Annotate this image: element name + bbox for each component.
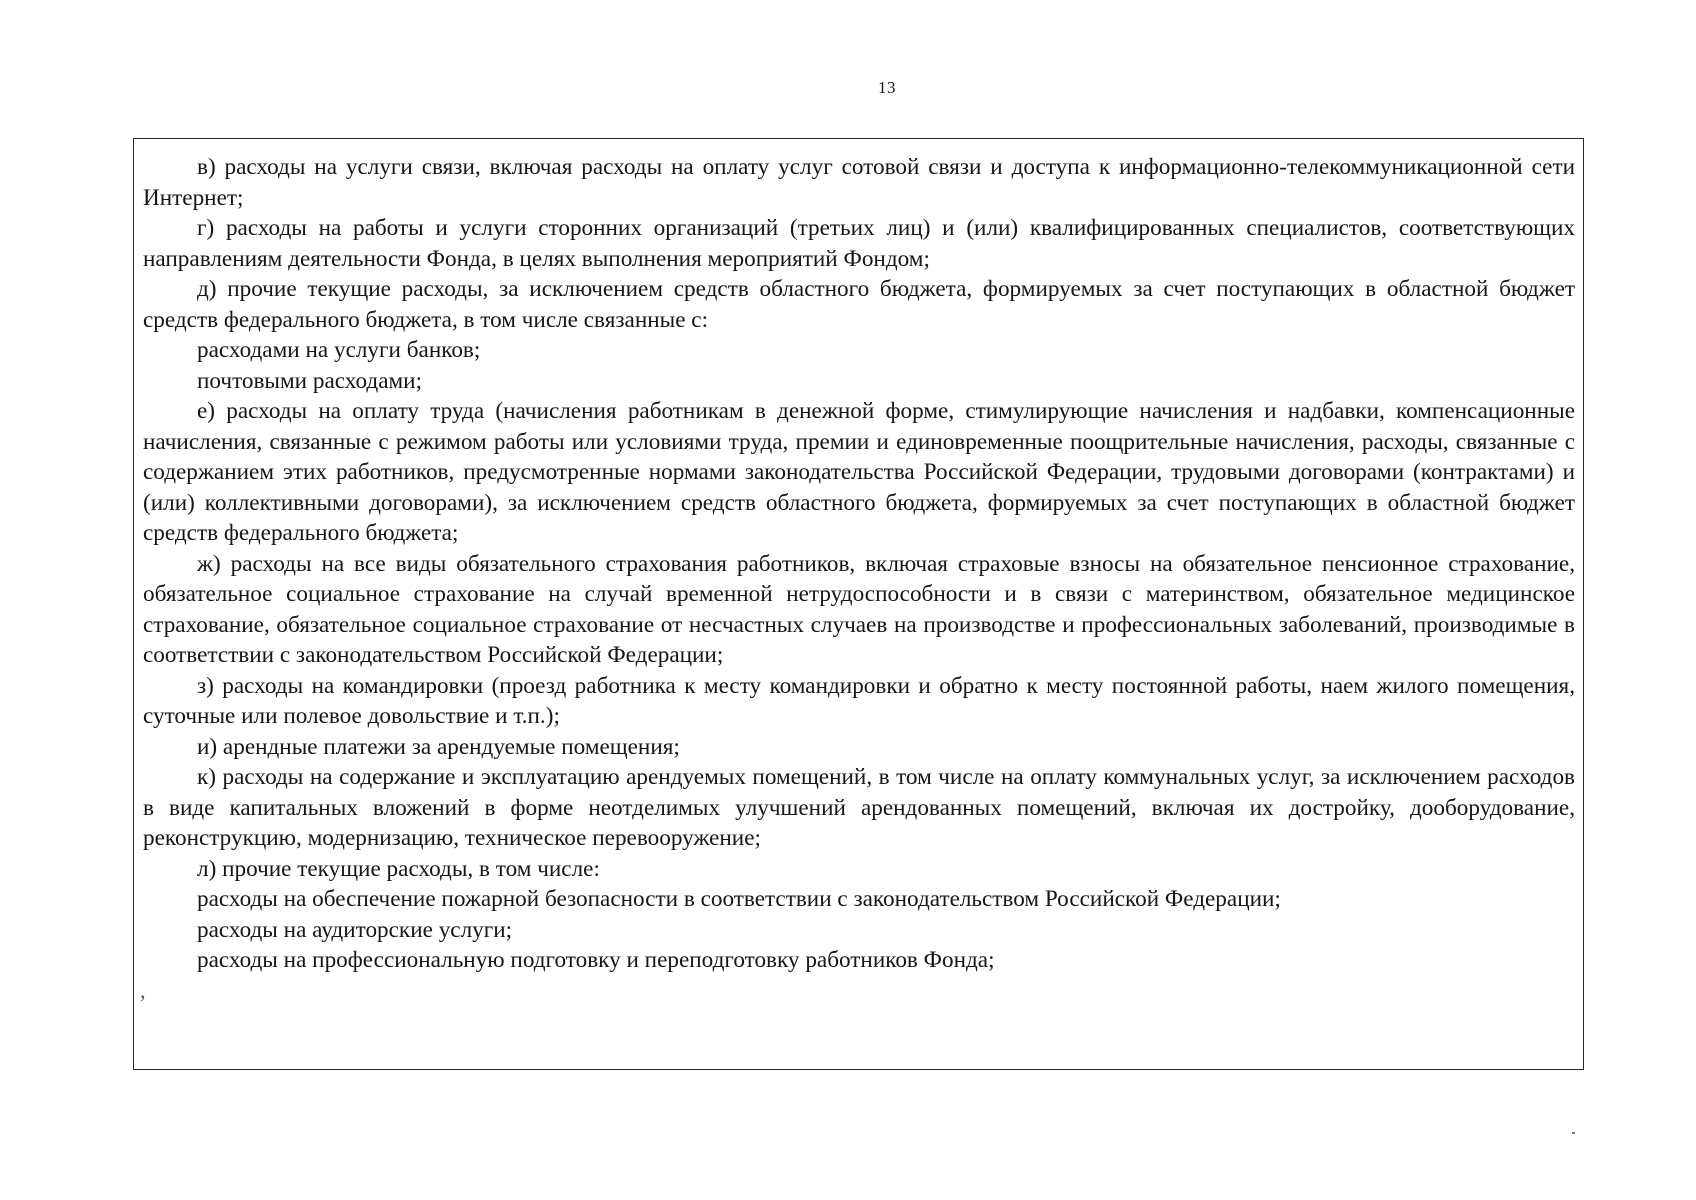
- paragraph-k: к) расходы на содержание и эксплуатацию арендуемых помещений, в том числе на оплату коммунальных услуг, за исключением расходов в виде капитальных вложений в форме неотделимых улучшений арендованных помещений, включая их достройку, дооборудование, реконструкцию, модернизацию, техническое перевооружение;: [143, 764, 1575, 851]
- list-item-banks: расходами на услуги банков;: [197, 337, 481, 363]
- scan-mark: ‚: [139, 978, 147, 1003]
- paragraph-v: в) расходы на услуги связи, включая расходы на оплату услуг сотовой связи и доступа к информационно-телекоммуникационной сети Интернет;: [143, 154, 1575, 211]
- list-item-training: расходы на профессиональную подготовку и переподготовку работников Фонда;: [197, 947, 995, 973]
- list-item-fire-safety: расходы на обеспечение пожарной безопасности в соответствии с законодательством Российской Федерации;: [197, 886, 1281, 912]
- paragraph-e: е) расходы на оплату труда (начисления работникам в денежной форме, стимулирующие начисления и надбавки, компенсационные начисления, связанные с режимом работы или условиями труда, премии и единовременные поощрительные начисления, расходы, связанные с содержанием этих работников, предусмотренные нормами законодательства Российской Федерации, трудовыми договорами (контрактами) и (или) коллективными договорами), за исключением средств областного бюджета, формируемых за счет поступающих в областной бюджет средств федерального бюджета;: [143, 398, 1575, 546]
- document-body: [143, 152, 1575, 976]
- paragraph-l: л) прочие текущие расходы, в том числе:: [197, 855, 600, 882]
- paragraph-i: и) арендные платежи за арендуемые помещения;: [197, 733, 680, 760]
- list-item-audit: расходы на аудиторские услуги;: [197, 916, 513, 943]
- paragraph-d: д) прочие текущие расходы, за исключением средств областного бюджета, формируемых за счет поступающих в областной бюджет средств федерального бюджета, в том числе связанные с:: [143, 276, 1575, 333]
- paragraph-z: з) расходы на командировки (проезд работника к месту командировки и обратно к месту постоянной работы, наем жилого помещения, суточные или полевое довольствие и т.п.);: [143, 672, 1575, 729]
- page-number: 13: [878, 78, 896, 97]
- list-item-postal: почтовыми расходами;: [197, 367, 423, 394]
- paragraph-zh: ж) расходы на все виды обязательного страхования работников, включая страховые взносы на обязательное пенсионное страхование, обязательное социальное страхование на случай временной нетрудоспособности и в связи с материнством, обязательное медицинское страхование, обязательное социальное страхование от несчастных случаев на производстве и профессиональных заболеваний, производимые в соответствии с законодательством Российской Федерации;: [143, 550, 1575, 668]
- scan-speck: [1572, 1132, 1575, 1134]
- paragraph-g: г) расходы на работы и услуги сторонних организаций (третьих лиц) и (или) квалифицированных специалистов, соответствующих направлениям деятельности Фонда, в целях выполнения мероприятий Фондом;: [143, 215, 1575, 272]
